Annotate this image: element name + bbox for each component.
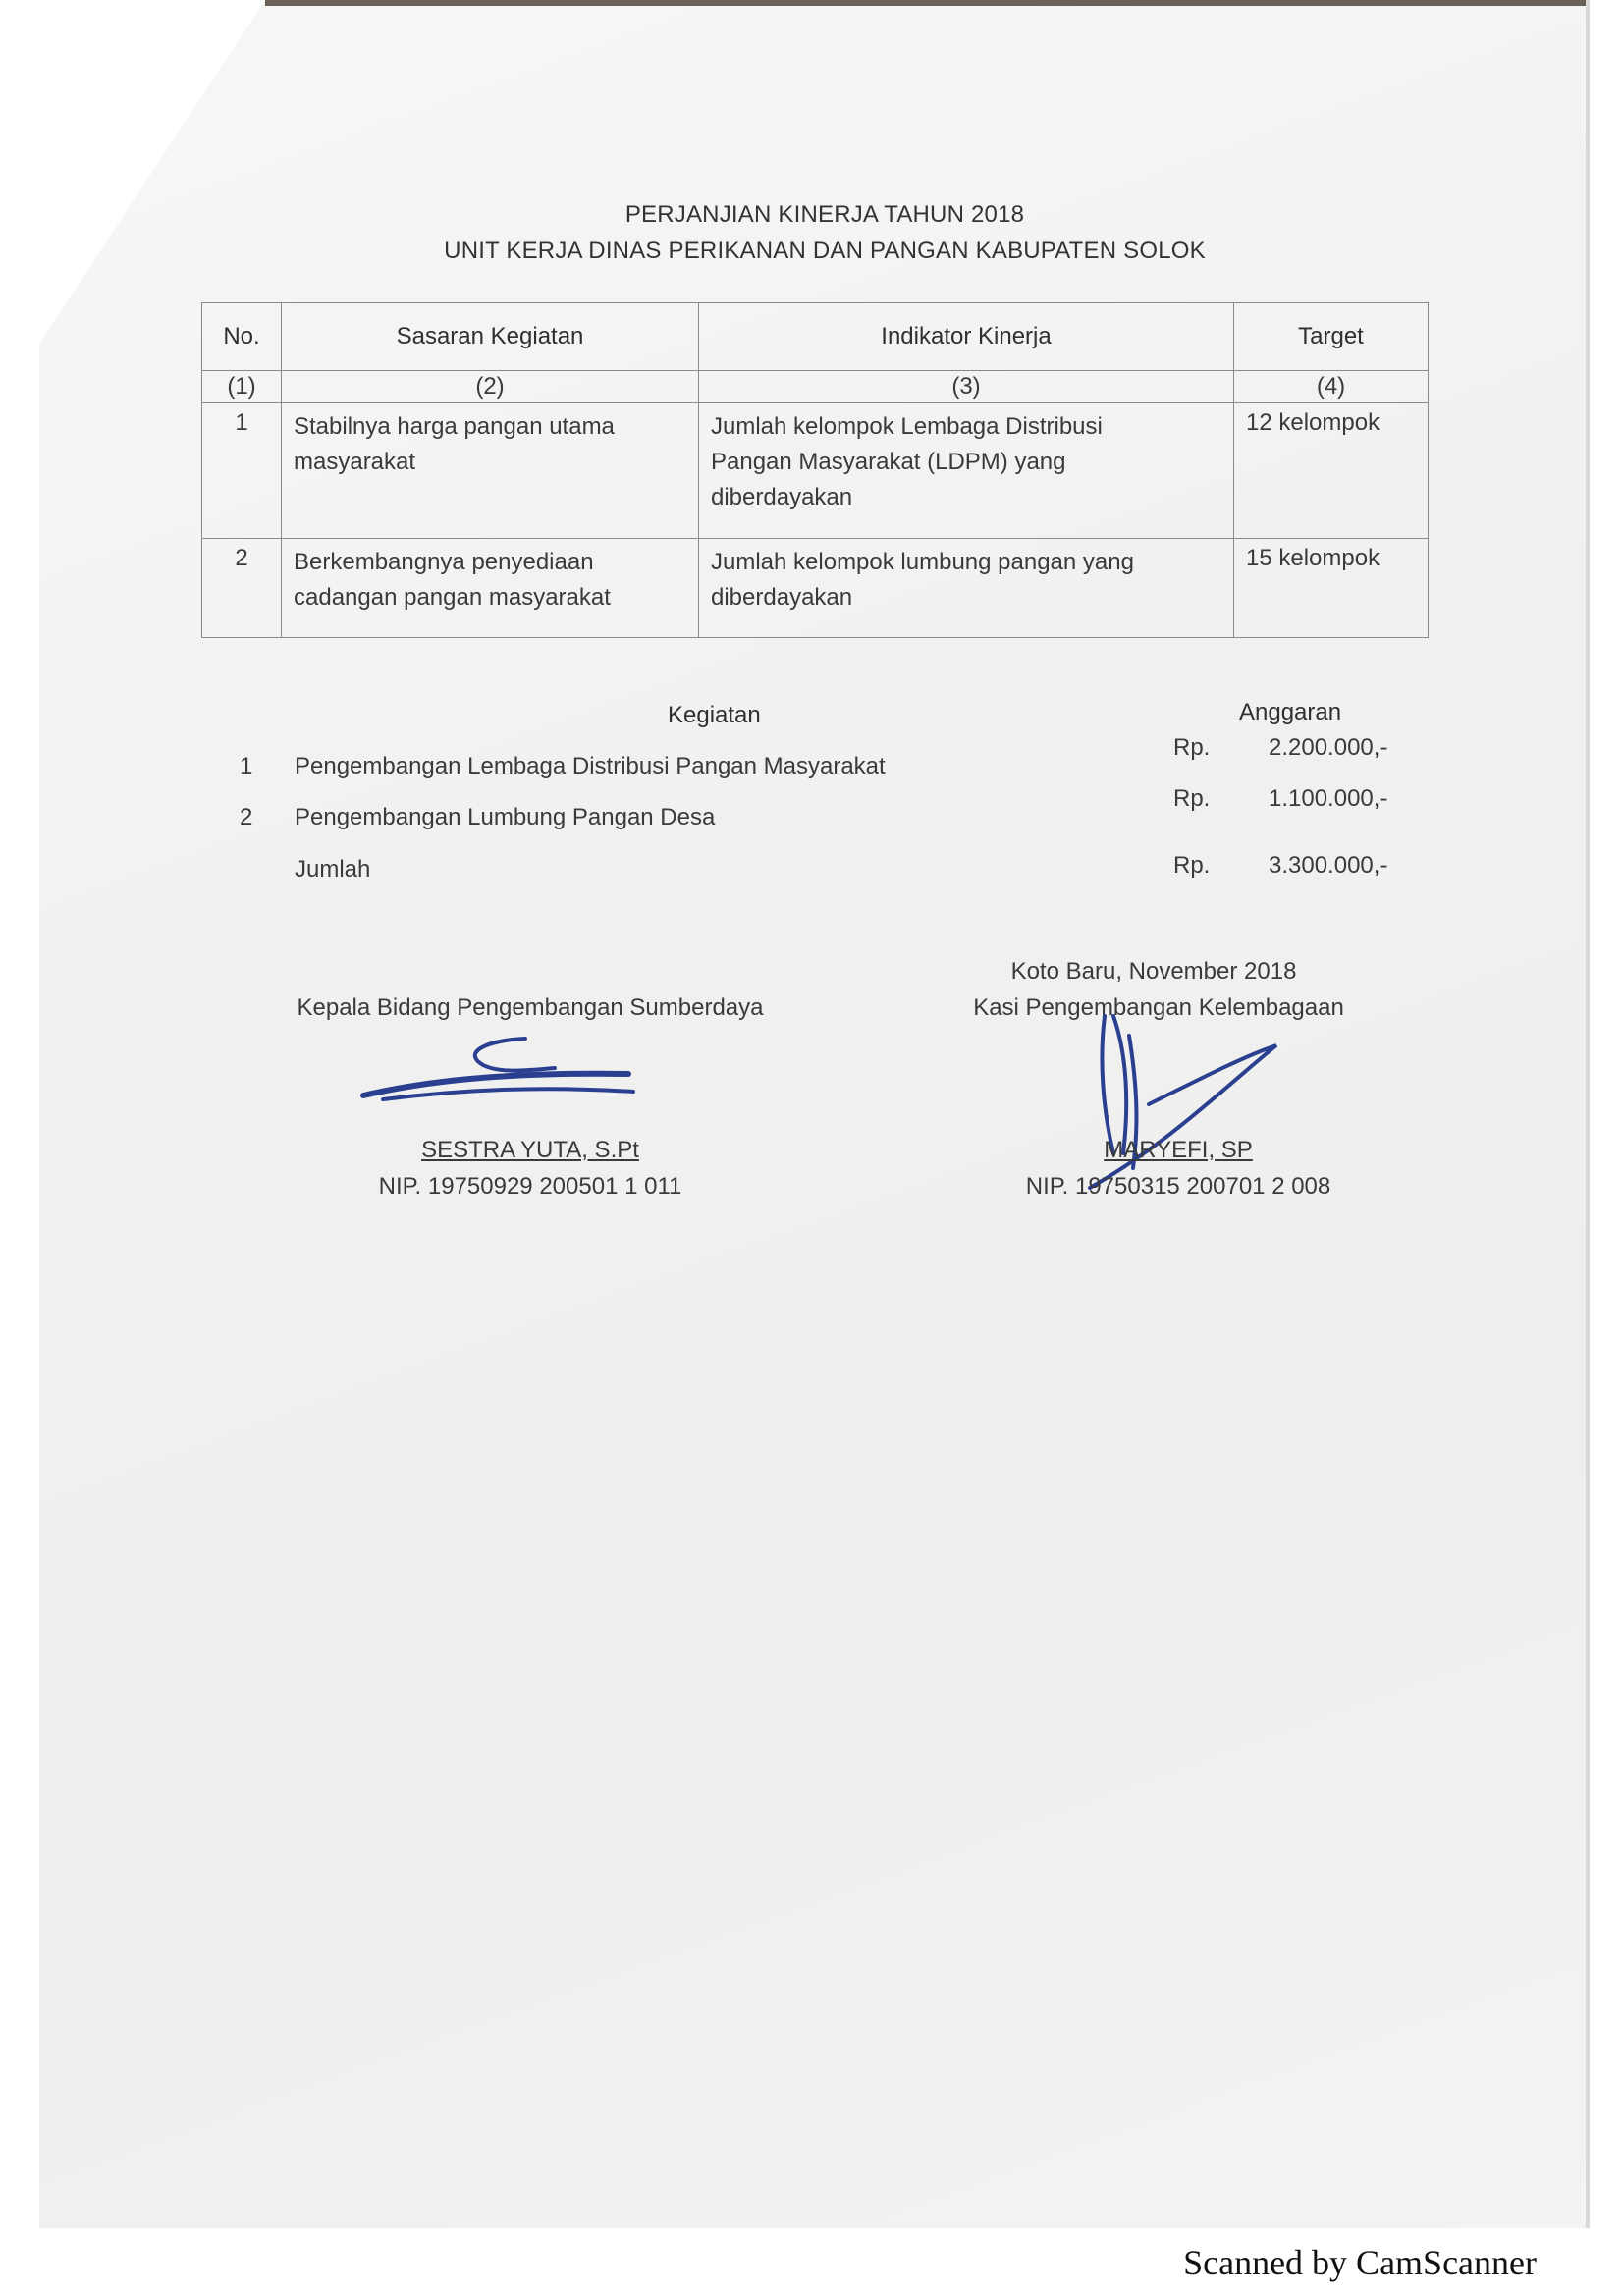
performance-table [201,302,1429,638]
table-row [202,539,1429,638]
document-subtitle: UNIT KERJA DINAS PERIKANAN DAN PANGAN KABUPATEN SOLOK [444,238,1206,264]
header-target: Target [1234,303,1429,371]
row-sasaran [282,403,699,539]
colnum-1: (1) [202,371,282,403]
row-indikator [699,539,1234,638]
row-indikator [699,403,1234,539]
total-currency: Rp. [1173,852,1211,879]
left-signer-position: Kepala Bidang Pengembangan Sumberdaya [297,994,764,1021]
kegiatan-no: 2 [240,804,253,830]
left-signer-nip: NIP. 19750929 200501 1 011 [378,1173,682,1200]
right-signer-nip: NIP. 19750315 200701 2 008 [1025,1173,1331,1200]
sasaran-line: Berkembangnya penyediaan [294,549,594,575]
sasaran-line: masyarakat [294,449,416,475]
row-sasaran [282,539,699,638]
indikator-line: Jumlah kelompok Lembaga Distribusi [711,413,1103,440]
column-number-row [202,371,1429,403]
document-title: PERJANJIAN KINERJA TAHUN 2018 [624,201,1025,228]
indikator-line: diberdayakan [711,584,853,611]
total-label: Jumlah [295,856,371,882]
anggaran-header: Anggaran [1239,699,1342,725]
row-no: 2 [202,539,282,638]
kegiatan-currency: Rp. [1173,785,1211,812]
right-signer-name: MARYEFI, SP [1104,1137,1253,1163]
place-date: Koto Baru, November 2018 [1010,958,1297,985]
indikator-line: Jumlah kelompok lumbung pangan yang [711,549,1134,575]
kegiatan-header: Kegiatan [668,702,761,728]
indikator-line: diberdayakan [711,484,853,510]
folded-corner [39,0,265,344]
camscanner-watermark: Scanned by CamScanner [1183,2243,1537,2282]
header-no: No. [202,303,282,371]
row-target: 12 kelompok [1234,403,1429,539]
header-sasaran: Sasaran Kegiatan [282,303,699,371]
colnum-3: (3) [699,371,1234,403]
kegiatan-amount: 2.200.000,- [1269,734,1388,761]
row-no: 1 [202,403,282,539]
right-signer-position: Kasi Pengembangan Kelembagaan [973,994,1344,1021]
kegiatan-name: Pengembangan Lembaga Distribusi Pangan Masyarakat [295,753,886,779]
colnum-2: (2) [282,371,699,403]
kegiatan-name: Pengembangan Lumbung Pangan Desa [295,804,716,830]
table-header-row [202,303,1429,371]
kegiatan-no: 1 [240,753,253,779]
sasaran-line: cadangan pangan masyarakat [294,584,611,611]
sasaran-line: Stabilnya harga pangan utama [294,413,615,440]
kegiatan-amount: 1.100.000,- [1269,785,1388,812]
total-amount: 3.300.000,- [1269,852,1388,879]
table-row [202,403,1429,539]
colnum-4: (4) [1234,371,1429,403]
indikator-line: Pangan Masyarakat (LDPM) yang [711,449,1066,475]
header-indikator: Indikator Kinerja [699,303,1234,371]
left-signature-mark [353,1031,648,1109]
kegiatan-currency: Rp. [1173,734,1211,761]
row-target: 15 kelompok [1234,539,1429,638]
scan-top-edge [265,0,1586,6]
left-signer-name: SESTRA YUTA, S.Pt [421,1137,639,1163]
